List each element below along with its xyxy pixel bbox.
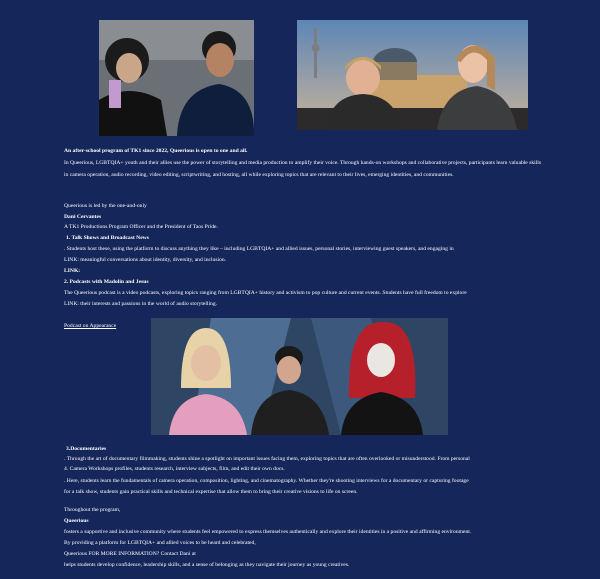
- podcasts-description-2: LINK: their interests and passions in the world of audio storytelling.: [64, 301, 218, 307]
- closing-line-2: fosters a supportive and inclusive community where students feel empowered to express themselves authentically and explore their identities in a positive and affirming environment.: [64, 529, 472, 535]
- section-title-documentaries: 3.Documentaries: [66, 446, 107, 452]
- documentaries-description: . Through the art of documentary filmmaking, students shine a spotlight on important issues facing them, exploring topics that are often overlooked or misunderstood. From personal: [64, 456, 470, 462]
- section-title-podcasts: 2. Podcasts with Madolin and Jesus: [64, 279, 149, 285]
- photo-three-guests: [151, 318, 448, 435]
- photo-two-hosts-berlin: [297, 20, 528, 130]
- contact-line: Queerious FOR MORE INFORMATION? Contact Dani at: [64, 551, 196, 557]
- closing-program-name: Queerious: [64, 518, 89, 524]
- camera-workshops-description: . Here, students learn the fundamentals of camera operation, composition, lighting, and cinematography. Whether they're shooting interviews for a documentary or capturing footage: [64, 478, 469, 484]
- leader-name: Dani Cervantes: [64, 214, 102, 220]
- closing-line-5: helps students develop confidence, leadership skills, and a sense of belonging as they navigate their journey as young creatives.: [64, 562, 350, 568]
- podcasts-description: The Queerious podcast is a video podcasts, exploring topics ranging from LGBTQIA+ history and activism to pop culture and current events. Students have full freedom to explore: [64, 290, 467, 296]
- intro-paragraph: In Queerious, LGBTQIA+ youth and their allies use the power of storytelling and media production to amplify their voice. Through hands-on workshops and collaborative projects, participants learn valuable skills in camera operation, audio recording, video editing, scriptwriting, and hosting, all while exploring topics that are relevant to their lives, emerging identities, and communities.: [64, 160, 542, 178]
- closing-line-1: Throughout the program,: [64, 507, 121, 513]
- photo-two-students: [99, 20, 254, 136]
- talk-shows-description: . Students host these, using the platform to discuss anything they like – including LGBTQIA+ and allied issues, personal stories, interviewing guest speakers, and engaging in: [64, 246, 454, 252]
- podcast-link[interactable]: Podcast on Appearance: [64, 323, 117, 329]
- leader-role: A TK1 Productions Program Officer and the President of Taos Pride.: [64, 224, 218, 230]
- talk-shows-link-label[interactable]: LINK:: [64, 268, 81, 274]
- intro-heading: An after-school program of TK1 since 2022, Queerious is open to one and all.: [64, 148, 248, 154]
- talk-shows-description-2: LINK: meaningful conversations about identity, diversity, and inclusion.: [64, 257, 227, 263]
- camera-workshops-description-2: for a talk show, students gain practical skills and technical expertise that allow them to bring their creative visions to life on screen.: [64, 489, 358, 495]
- documentaries-description-2: 4. Camera Workshops profiles, students research, interview subjects, film, and edit their own docs.: [64, 466, 285, 472]
- led-by-line: Queerious is led by the one-and-only: [64, 203, 147, 209]
- closing-line-3: By providing a platform for LGBTQIA+ and allied voices to be heard and celebrated,: [64, 540, 256, 546]
- section-title-talk-shows: 1. Talk Shows and Broadcast News: [66, 235, 149, 241]
